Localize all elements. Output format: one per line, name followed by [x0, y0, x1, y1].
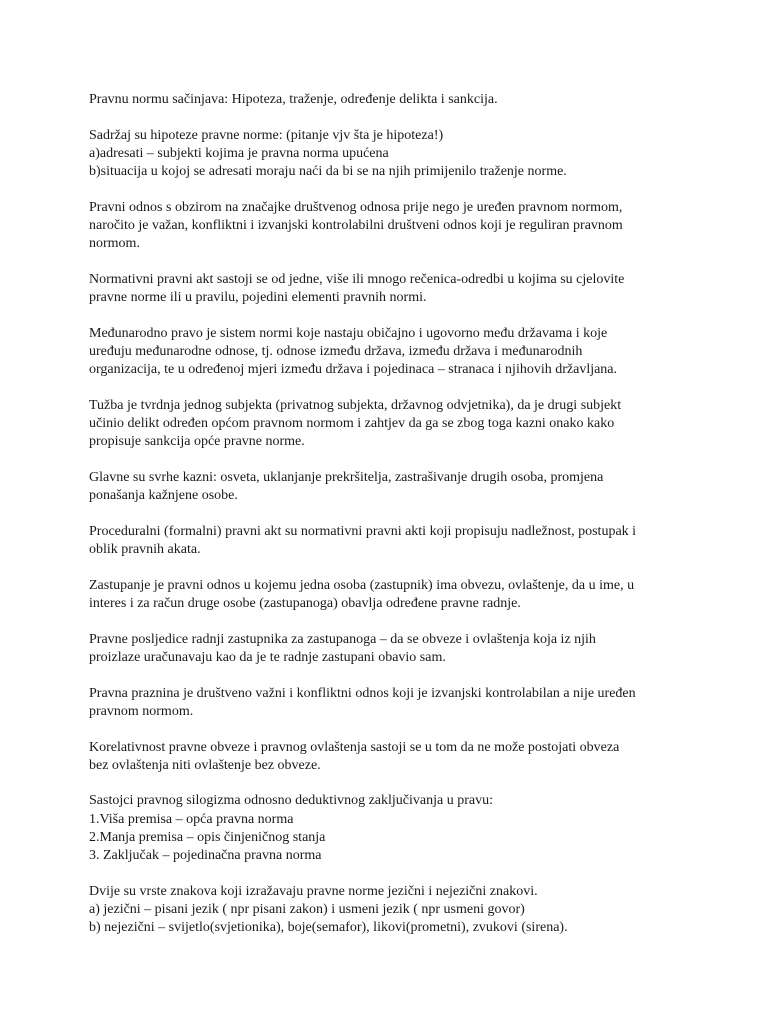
list-item: 2.Manja premisa – opis činjeničnog stanja: [89, 829, 326, 845]
text-line: oblik pravnih akata.: [89, 542, 201, 558]
text-line: Pravna praznina je društveno važni i konfliktni odnos koji je izvanjski kontrolabilan a nije uređen: [89, 685, 636, 701]
paragraph-legal-relation: [89, 199, 689, 254]
text-line: Normativni pravni akt sastoji se od jedne, više ili mnogo rečenica-odredbi u kojima su cjelovite: [89, 271, 625, 287]
text-line: Korelativnost pravne obveze i pravnog ovlaštenja sastoji se u tom da ne može postojati obveza: [89, 739, 620, 755]
text-line: propisuje sankcija opće pravne norme.: [89, 434, 305, 450]
text-line: uređuju međunarodne odnose, tj. odnose između država, između država i međunarodnih: [89, 344, 583, 360]
text-line: Pravnu normu sačinjava: Hipoteza, traženje, određenje delikta i sankcija.: [89, 92, 498, 107]
text-line: Pravni odnos s obzirom na značajke društvenog odnosa prije nego je uređen pravnom normom,: [89, 199, 623, 215]
paragraph-representation: [89, 577, 689, 613]
paragraph-legal-gap: [89, 685, 689, 721]
list-item: a)adresati – subjekti kojima je pravna norma upućena: [89, 145, 389, 161]
text-line: Dvije su vrste znakova koji izražavaju pravne norme jezični i nejezični znakovi.: [89, 883, 538, 899]
paragraph-procedural-act: [89, 523, 689, 559]
text-line: normom.: [89, 236, 140, 252]
list-item: 1.Viša premisa – opća pravna norma: [89, 811, 294, 827]
list-item: 3. Zaključak – pojedinačna pravna norma: [89, 848, 322, 864]
text-line: Zastupanje je pravni odnos u kojemu jedna osoba (zastupnik) ima obvezu, ovlaštenje, da u ime, u: [89, 577, 635, 593]
text-line: ponašanja kažnjene osobe.: [89, 488, 238, 504]
paragraph-correlativity: [89, 739, 689, 775]
paragraph-lawsuit: [89, 397, 689, 452]
text-line: Međunarodno pravo je sistem normi koje nastaju običajno i ugovorno među državama i koje: [89, 325, 608, 341]
text-line: interes i za račun druge osobe (zastupanoga) obavlja određene pravne radnje.: [89, 596, 521, 612]
text-line: pravne norme ili u pravilu, pojedini elementi pravnih normi.: [89, 290, 427, 306]
text-line: Tužba je tvrdnja jednog subjekta (privatnog subjekta, državnog odvjetnika), da je drugi subjekt: [89, 397, 622, 413]
paragraph-legal-norm-components: [89, 91, 689, 109]
text-line: Sadržaj su hipoteze pravne norme: (pitanje vjv šta je hipoteza!): [89, 127, 444, 143]
paragraph-punishment-purposes: [89, 469, 689, 505]
list-item: b) nejezični – svijetlo(svjetionika), boje(semafor), likovi(prometni), zvukovi (sirena).: [89, 920, 568, 936]
text-line: učinio delikt određen općom pravnom normom i zahtjev da ga se zbog toga kazni onako kako: [89, 416, 615, 432]
paragraph-sign-types: [89, 883, 689, 938]
list-item: b)situacija u kojoj se adresati moraju naći da bi se na njih primijenilo traženje norme.: [89, 164, 567, 180]
list-item: a) jezični – pisani jezik ( npr pisani zakon) i usmeni jezik ( npr usmeni govor): [89, 902, 525, 917]
text-line: Pravne posljedice radnji zastupnika za zastupanoga – da se obveze i ovlaštenja koja iz njih: [89, 631, 596, 647]
text-line: Sastojci pravnog silogizma odnosno deduktivnog zaključivanja u pravu:: [89, 793, 493, 809]
text-line: Glavne su svrhe kazni: osveta, uklanjanje prekršitelja, zastrašivanje drugih osoba, promjena: [89, 470, 604, 486]
text-line: naročito je važan, konfliktni i izvanjski kontrolabilni društveni odnos koji je reguliran pravnom: [89, 218, 623, 234]
text-line: proizlaze uračunavaju kao da je te radnje zastupani obavio sam.: [89, 649, 446, 665]
text-line: Proceduralni (formalni) pravni akt su normativni pravni akti koji propisuju nadležnost, postupak i: [89, 523, 637, 539]
paragraph-normative-act: [89, 271, 689, 307]
text-line: bez ovlaštenja niti ovlaštenje bez obveze.: [89, 757, 321, 773]
paragraph-legal-syllogism: [89, 792, 689, 865]
text-line: organizacija, te u određenoj mjeri između država i pojedinaca – stranaca i njihovih državljana.: [89, 362, 618, 378]
document-page: [89, 91, 689, 955]
paragraph-hypothesis-content: [89, 127, 689, 182]
paragraph-international-law: [89, 325, 689, 380]
paragraph-representation-consequences: [89, 631, 689, 667]
text-line: pravnom normom.: [89, 703, 194, 719]
